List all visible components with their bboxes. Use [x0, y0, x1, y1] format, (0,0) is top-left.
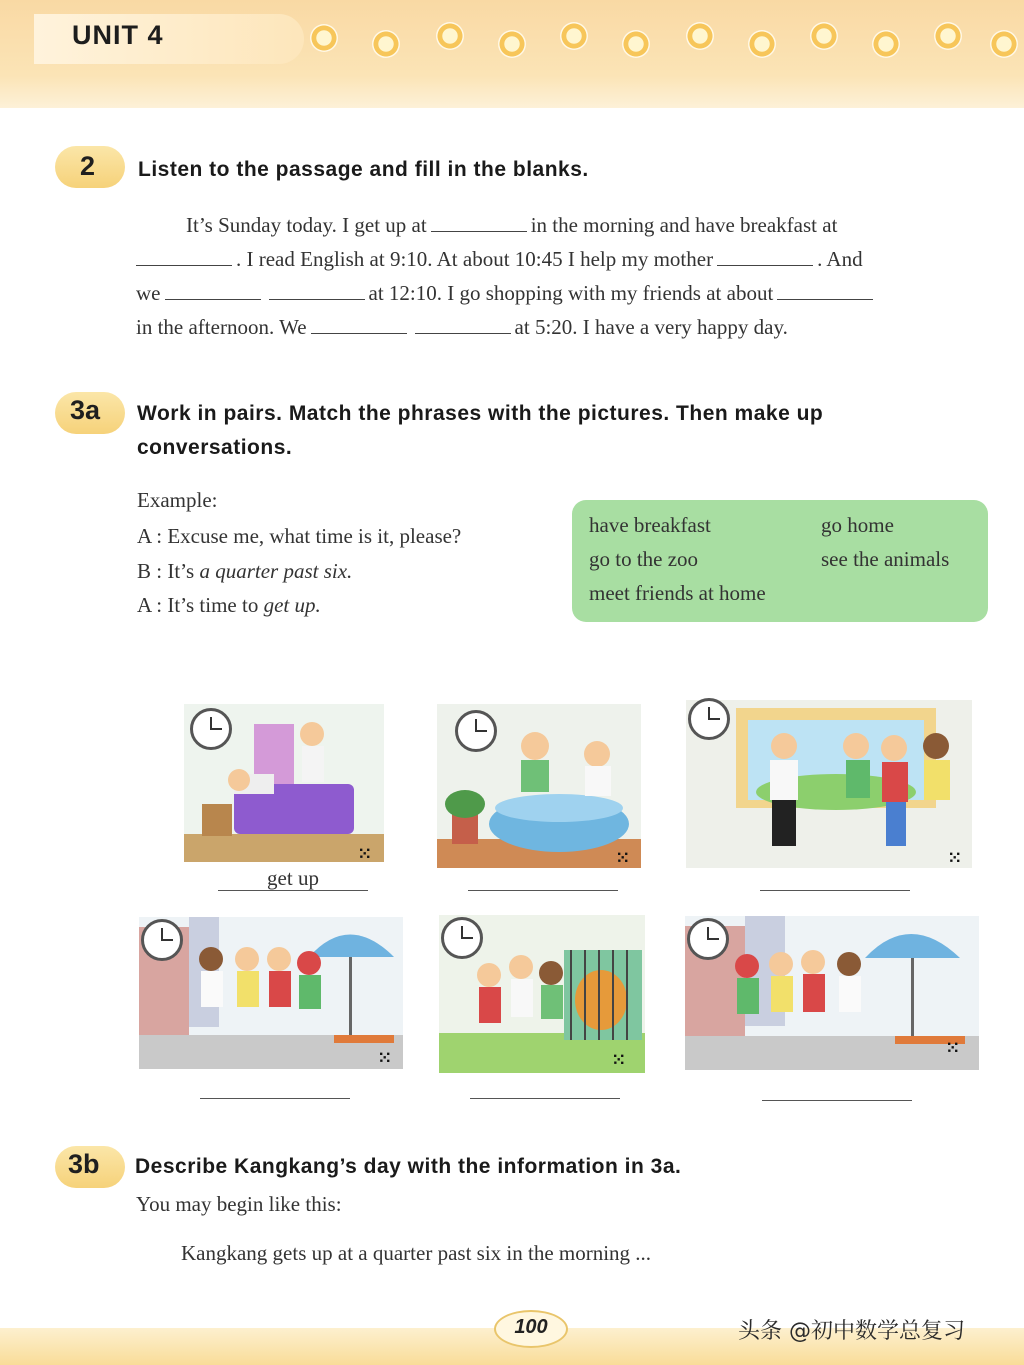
watermark: 头条 @初中数学总复习	[738, 1319, 965, 1344]
section-number-2: 2	[80, 151, 96, 181]
passage-line-1	[186, 208, 837, 242]
section-3b-intro: You may begin like this:	[136, 1192, 342, 1216]
fill-blank[interactable]	[136, 244, 232, 266]
answer-line[interactable]	[468, 866, 618, 891]
phrase-item: meet friends at home	[589, 581, 766, 605]
page-number: 100	[514, 1316, 548, 1338]
answer-line[interactable]: get up	[218, 866, 368, 891]
answer-line[interactable]	[200, 1074, 350, 1099]
dot-icon	[990, 30, 1018, 58]
passage-text: . I read English at 9:10. At about 10:45 I help my mother	[236, 247, 714, 271]
passage-text: we	[136, 281, 161, 305]
section-3b-example: Kangkang gets up at a quarter past six in the morning ...	[181, 1241, 652, 1265]
dialogue-text: It’s time to	[167, 593, 259, 617]
passage-text: in the afternoon. We	[136, 315, 307, 339]
dot-icon	[622, 30, 650, 58]
dot-icon	[934, 22, 962, 50]
passage-text: in the morning and have breakfast at	[530, 213, 838, 237]
section-3a-heading-line1: Work in pairs. Match the phrases with the pictures. Then make up	[137, 402, 824, 425]
dice-icon: ⁙	[948, 848, 961, 867]
page-header	[0, 0, 1024, 108]
dice-icon: ⁙	[358, 844, 371, 863]
example-line-2	[137, 559, 352, 584]
decorative-dots	[300, 18, 1024, 68]
dot-icon	[748, 30, 776, 58]
answer-line[interactable]	[760, 866, 910, 891]
clock-icon	[455, 710, 497, 752]
dot-icon	[872, 30, 900, 58]
passage-line-2	[136, 242, 863, 276]
passage-line-4	[136, 310, 788, 344]
dice-icon: ⁙	[616, 848, 629, 867]
speaker: A :	[137, 593, 163, 617]
dice-icon: ⁙	[612, 1050, 625, 1069]
clock-icon	[688, 698, 730, 740]
fill-blank[interactable]	[415, 312, 511, 334]
example-label: Example:	[137, 488, 218, 512]
fill-blank[interactable]	[165, 278, 261, 300]
dialogue-italic: a quarter past six.	[199, 559, 353, 583]
dot-icon	[372, 30, 400, 58]
answer-line[interactable]	[470, 1074, 620, 1099]
passage-line-3	[136, 276, 877, 310]
dice-icon: ⁙	[378, 1048, 391, 1067]
speaker: A :	[137, 524, 163, 548]
passage-text: at 12:10. I go shopping with my friends at about	[368, 281, 774, 305]
dialogue-text: It’s	[167, 559, 195, 583]
dot-icon	[436, 22, 464, 50]
section-number-3b: 3b	[68, 1149, 100, 1179]
answer-line[interactable]	[762, 1076, 912, 1101]
dot-icon	[498, 30, 526, 58]
example-line-3	[137, 593, 321, 618]
phrase-item: see the animals	[821, 547, 950, 571]
clock-icon	[441, 917, 483, 959]
passage-text: at 5:20. I have a very happy day.	[514, 315, 788, 339]
dot-icon	[810, 22, 838, 50]
fill-blank[interactable]	[431, 210, 527, 232]
passage-text: . And	[817, 247, 863, 271]
phrase-item: go to the zoo	[589, 547, 699, 571]
phrase-item: go home	[821, 513, 894, 537]
fill-blank[interactable]	[269, 278, 365, 300]
dot-icon	[560, 22, 588, 50]
fill-blank[interactable]	[311, 312, 407, 334]
speaker: B :	[137, 559, 163, 583]
picture-go-home	[685, 916, 979, 1070]
section-number-3a: 3a	[70, 395, 101, 425]
unit-title: UNIT 4	[72, 20, 164, 50]
phrase-item: have breakfast	[589, 513, 711, 537]
example-line-1	[137, 524, 461, 549]
phrase-box	[572, 500, 988, 622]
clock-icon	[141, 919, 183, 961]
clock-icon	[190, 708, 232, 750]
dot-icon	[310, 24, 338, 52]
section-3a-heading-line2: conversations.	[137, 436, 293, 459]
section-3b-heading: Describe Kangkang’s day with the information in 3a.	[135, 1155, 682, 1178]
fill-blank[interactable]	[777, 278, 873, 300]
dice-icon: ⁙	[946, 1038, 959, 1057]
fill-blank[interactable]	[717, 244, 813, 266]
section-2-heading: Listen to the passage and fill in the blanks.	[138, 158, 589, 181]
dialogue-italic: get up.	[263, 593, 321, 617]
dialogue-text: Excuse me, what time is it, please?	[167, 524, 462, 548]
clock-icon	[687, 918, 729, 960]
passage-text: It’s Sunday today. I get up at	[186, 213, 427, 237]
dot-icon	[686, 22, 714, 50]
